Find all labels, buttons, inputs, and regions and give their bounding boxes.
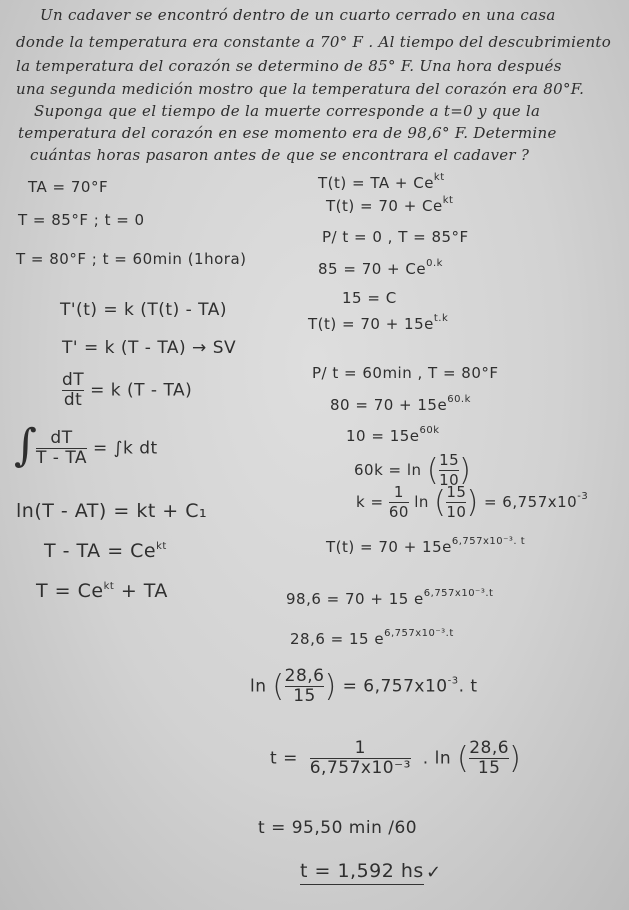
log-equation-t: ln ( $\frac{28,6}{15}$ ) = $6,757x10^{-3}$. t — [250, 666, 478, 706]
equation-85: $85 = 70 + Ce^{0.k}$ — [318, 258, 443, 278]
equation-98-6: 98,6 = 70 + 15 $e^{6,757x10^{-3}.t}$ — [286, 588, 494, 608]
solution-difference: T - TA = $Ce^{kt}$ — [44, 540, 167, 562]
second-condition: T = 80°F ; t = 60min (1hora) — [16, 250, 247, 268]
check-mark: ✓ — [426, 862, 442, 883]
log-equation: ln(T - AT) = kt + C₁ — [16, 500, 208, 522]
problem-line-2: donde la temperatura era constante a 70° F . Al tiempo del descubrimiento — [16, 33, 612, 51]
equation-28-6: 28,6 = 15 $e^{6,757x10^{-3}.t}$ — [290, 628, 454, 648]
log-60k: 60k = ln ( $\frac{15}{10}$ ) — [354, 451, 472, 489]
problem-line-6: temperatura del corazón en ese momento era de 98,6° F. Determine — [18, 124, 557, 142]
final-answer: t = 1,592 hs — [300, 860, 424, 885]
constant-c: 15 = C — [342, 289, 397, 307]
ambient-temperature: TA = 70°F — [28, 178, 109, 196]
equation-10: $10 = 15e^{60k}$ — [346, 425, 440, 445]
condition-t0: P/ t = 0 , T = 85°F — [322, 228, 469, 246]
newton-ode: T'(t) = k (T(t) - TA) — [60, 300, 228, 320]
problem-line-5: Suponga que el tiempo de la muerte corresponde a t=0 y que la — [34, 102, 541, 120]
right-substituted-solution: $T(t) = 70 + Ce^{kt}$ — [326, 195, 454, 215]
integral-sign: ∫ — [14, 420, 37, 471]
t-minutes: t = 95,50 min /60 — [258, 818, 418, 838]
right-general-solution: T(t) = TA + $Ce^{kt}$ — [318, 172, 445, 192]
general-solution: $T = Ce^{kt}$ + TA — [36, 580, 168, 602]
ode-derivative-form: $\frac{dT}{dt}$ = k (T - TA) — [62, 370, 193, 410]
problem-line-1: Un cadaver se encontró dentro de un cuarto cerrado en una casa — [40, 6, 556, 24]
integral-equation: $\frac{dT}{T - TA}$ = ∫k dt — [36, 428, 158, 468]
final-model: $T(t) = 70 + 15e^{6,757x10^{-3}. t}$ — [326, 536, 526, 556]
problem-line-4: una segunda medición mostro que la temperatura del corazón era 80°F. — [16, 80, 585, 98]
problem-line-7: cuántas horas pasaron antes de que se encontrara el cadaver ? — [30, 146, 530, 164]
condition-t60: P/ t = 60min , T = 80°F — [312, 364, 499, 382]
problem-line-3: la temperatura del corazón se determino de 85° F. Una hora después — [16, 57, 562, 75]
equation-80: $80 = 70 + 15e^{60.k}$ — [330, 394, 471, 414]
ode-separable: T' = k (T - TA) → SV — [62, 338, 237, 358]
t-expression: t = $\frac{1}{\text{6,757x10⁻³}}$ . ln ( $\frac{28,6}{15}$ ) — [270, 738, 522, 778]
particular-solution: $T(t) = 70 + 15e^{t.k}$ — [308, 313, 449, 333]
initial-condition: T = 85°F ; t = 0 — [18, 211, 145, 229]
k-value: k = $\frac{1}{60}$ ln ( $\frac{15}{10}$ ) = $6,757x10^{-3}$ — [356, 483, 589, 521]
